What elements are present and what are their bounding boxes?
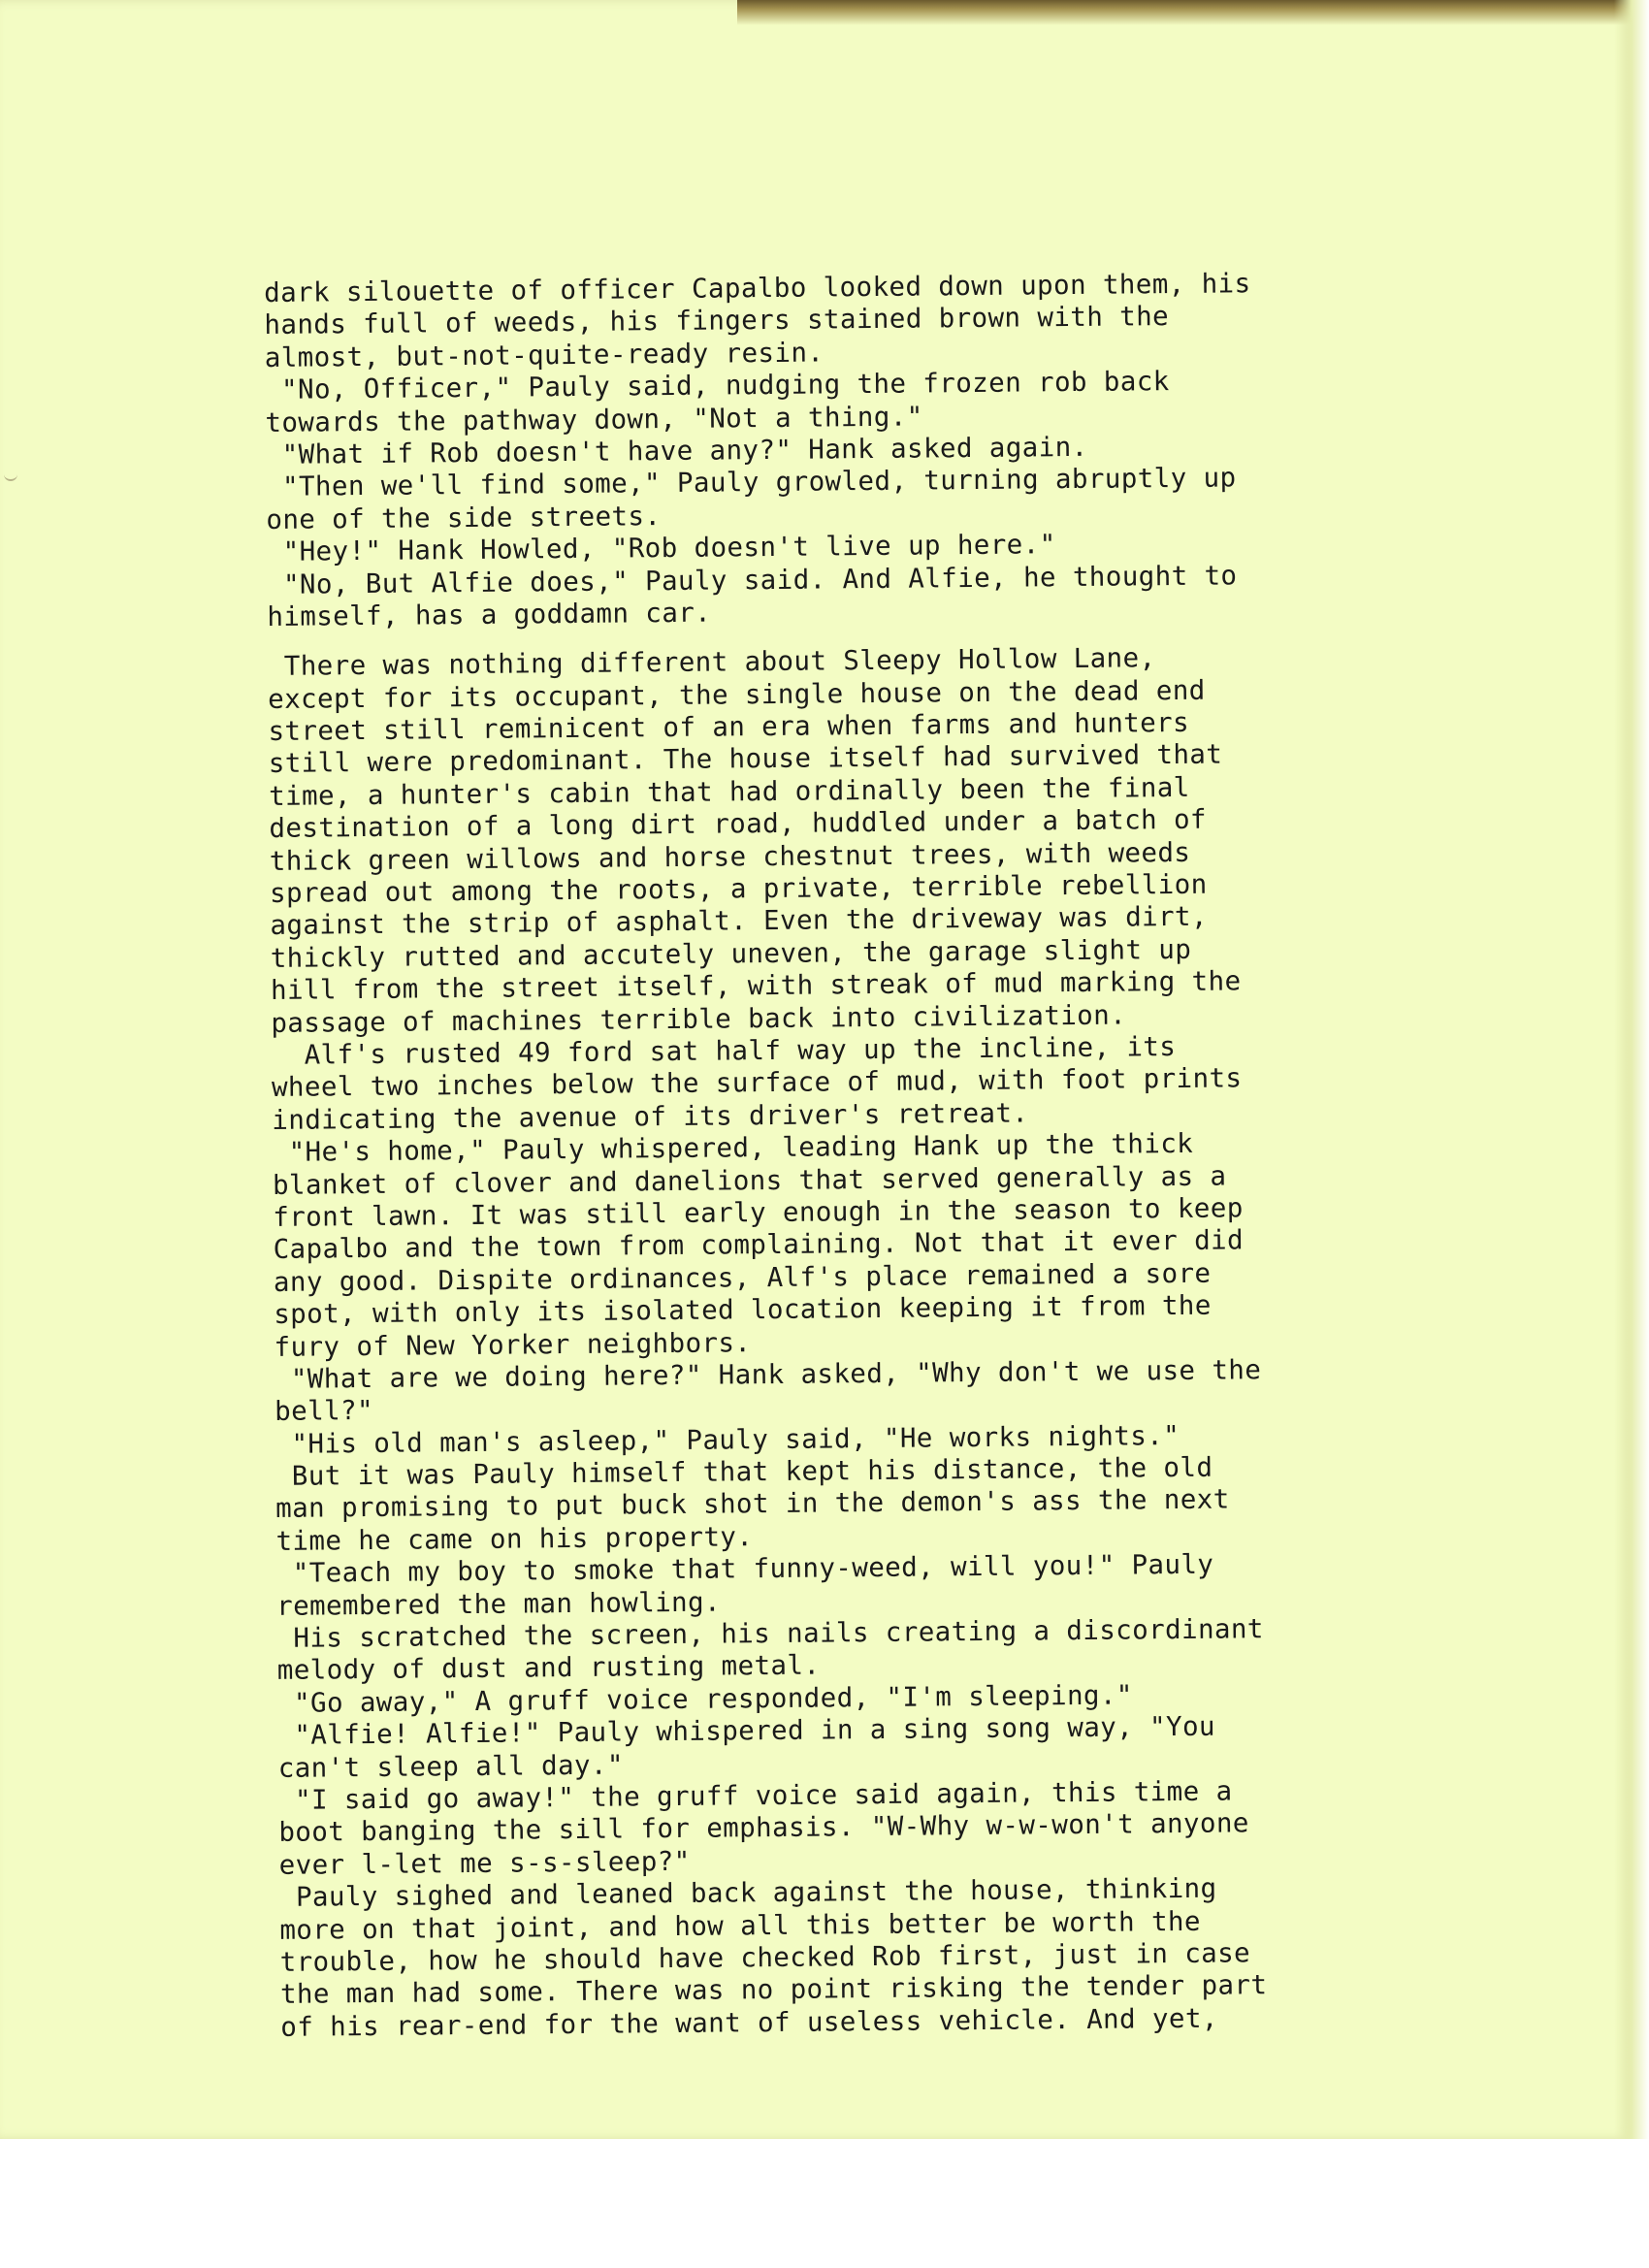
text-line: time, a hunter's cabin that had ordinally been the final	[268, 771, 1190, 812]
text-line: boot banging the sill for emphasis. "W-Why w-w-won't anyone	[278, 1807, 1249, 1849]
text-line: "Teach my boy to smoke that funny-weed, will you!" Pauly	[275, 1548, 1214, 1590]
text-line: almost, but-not-quite-ready resin.	[264, 337, 824, 373]
text-line: Capalbo and the town from complaining. Not that it ever did	[273, 1224, 1245, 1266]
text-line: front lawn. It was still early enough in the season to keep	[273, 1192, 1244, 1233]
text-line: "I said go away!" the gruff voice said again, this time a	[277, 1775, 1233, 1816]
text-line: "Alfie! Alfie!" Pauly whispered in a sing song way, "You	[277, 1710, 1216, 1752]
text-line: time he came on his property.	[275, 1521, 754, 1557]
text-line: remembered the man howling.	[275, 1586, 722, 1622]
text-line: can't sleep all day."	[277, 1749, 624, 1784]
text-line: "Hey!" Hank Howled, "Rob doesn't live up here."	[266, 529, 1056, 568]
text-line: one of the side streets.	[266, 500, 662, 535]
text-line: Pauly sighed and leaned back against the house, thinking	[278, 1872, 1217, 1914]
text-line: towards the pathway down, "Not a thing."	[265, 401, 923, 438]
text-line: "His old man's asleep," Pauly said, "He works nights."	[275, 1419, 1180, 1460]
text-line: wheel two inches below the surface of mud, with foot prints	[271, 1062, 1243, 1104]
text-line: thickly rutted and accutely uneven, the garage slight up	[270, 933, 1192, 974]
text-line: "What if Rob doesn't have any?" Hank asked again.	[265, 431, 1088, 470]
text-line: thick green willows and horse chestnut trees, with weeds	[269, 836, 1191, 877]
text-line: spot, with only its isolated location keeping it from the	[274, 1289, 1212, 1331]
text-line: still were predominant. The house itself had survived that	[268, 739, 1223, 780]
text-line: any good. Dispite ordinances, Alf's place remained a sore	[273, 1257, 1212, 1298]
text-line: more on that joint, and how all this better be worth the	[279, 1905, 1202, 1946]
text-line: "He's home," Pauly whispered, leading Hank up the thick	[272, 1128, 1194, 1169]
text-line: There was nothing different about Sleepy Hollow Lane,	[267, 642, 1156, 683]
text-line: "No, But Alfie does," Pauly said. And Alfie, he thought to	[266, 559, 1238, 600]
text-line: hands full of weeds, his fingers stained brown with the	[264, 301, 1170, 341]
text-line: passage of machines terrible back into civilization.	[271, 999, 1127, 1039]
text-line: man promising to put buck shot in the demon's ass the next	[275, 1483, 1230, 1525]
text-line: blanket of clover and danelions that served generally as a	[272, 1160, 1227, 1201]
scan-top-edge-shadow	[737, 0, 1649, 25]
text-line: destination of a long dirt road, huddled under a batch of	[269, 803, 1208, 845]
text-line: fury of New Yorker neighbors.	[274, 1326, 752, 1363]
text-line: "Go away," A gruff voice responded, "I'm sleeping."	[276, 1679, 1133, 1719]
text-line: the man had some. There was no point risking the tender part	[279, 1969, 1268, 2011]
text-line: spread out among the roots, a private, terrible rebellion	[269, 868, 1208, 910]
text-line: bell?"	[275, 1395, 374, 1428]
text-line: But it was Pauly himself that kept his distance, the old	[275, 1451, 1213, 1493]
text-line: melody of dust and rusting metal.	[276, 1649, 821, 1687]
text-line: against the strip of asphalt. Even the driveway was dirt,	[270, 901, 1209, 942]
text-line: dark silouette of officer Capalbo looked down upon them, his	[264, 268, 1251, 308]
text-line: indicating the avenue of its driver's retreat.	[272, 1097, 1029, 1136]
text-line: His scratched the screen, his nails creating a discordinant	[276, 1613, 1264, 1654]
text-line: Alf's rusted 49 ford sat half way up the incline, its	[271, 1030, 1177, 1071]
text-line: himself, has a goddamn car.	[267, 597, 712, 632]
text-line: hill from the street itself, with streak of mud marking the	[270, 965, 1242, 1007]
text-line: "Then we'll find some," Pauly growled, turning abruptly up	[265, 462, 1237, 503]
text-line: ever l-let me s-s-sleep?"	[278, 1845, 691, 1881]
text-line: of his rear-end for the want of useless vehicle. And yet,	[280, 2002, 1218, 2043]
text-line: "What are we doing here?" Hank asked, "Why don't we use the	[274, 1354, 1262, 1395]
text-line: "No, Officer," Pauly said, nudging the frozen rob back	[264, 366, 1170, 406]
scan-right-edge	[1614, 0, 1649, 2139]
text-line: except for its occupant, the single house on the dead end	[268, 674, 1206, 715]
typed-manuscript-text	[264, 266, 1493, 2044]
text-line: trouble, how he should have checked Rob first, just in case	[279, 1937, 1251, 1978]
text-line: street still reminicent of an era when farms and hunters	[268, 706, 1190, 748]
